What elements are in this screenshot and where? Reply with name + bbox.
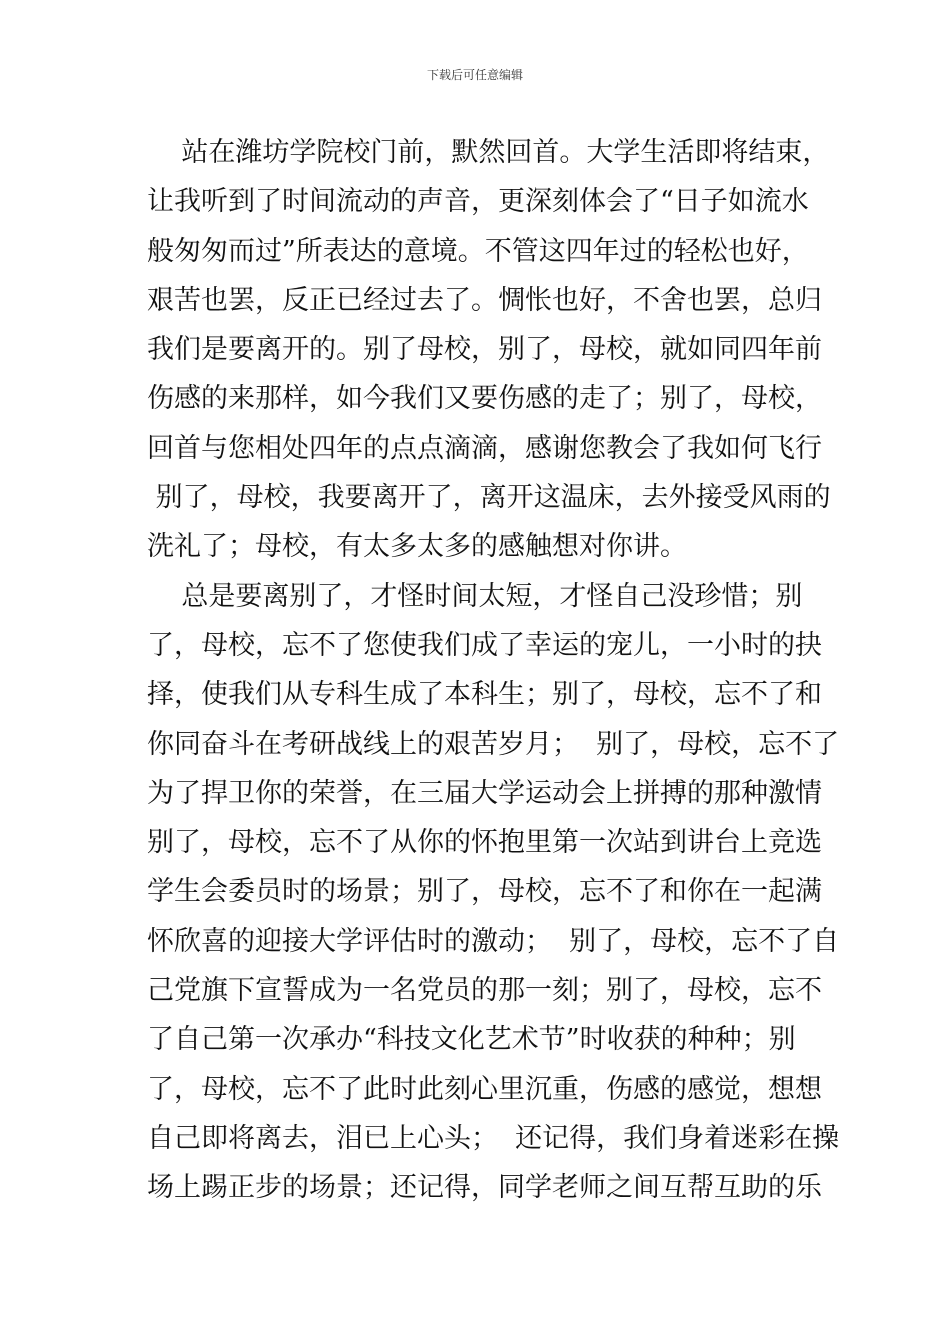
- text-line: 了自己第一次承办“科技文化艺术节”时收获的种种；别: [147, 1024, 796, 1056]
- text-line: 我们是要离开的。别了母校，别了，母校，就如同四年前: [147, 334, 822, 366]
- text-line: 艰苦也罢，反正已经过去了。惆怅也好，不舍也罢，总归: [147, 284, 822, 316]
- text-line: 般匆匆而过”所表达的意境。不管这四年过的轻松也好，: [147, 235, 809, 267]
- text-line: 别了，母校，忘不了从你的怀抱里第一次站到讲台上竞选: [147, 827, 822, 859]
- text-line: 了，母校，忘不了您使我们成了幸运的宠儿，一小时的抉: [147, 629, 822, 661]
- text-line: 回首与您相处四年的点点滴滴，感谢您教会了我如何飞行: [147, 432, 822, 464]
- text-line: 洗礼了；母校，有太多太多的感触想对你讲。: [147, 531, 687, 563]
- text-line: 让我听到了时间流动的声音，更深刻体会了“日子如流水: [147, 186, 809, 218]
- text-line: 己党旗下宣誓成为一名党员的那一刻；别了，母校，忘不: [147, 975, 822, 1007]
- text-line: 了，母校，忘不了此时此刻心里沉重，伤感的感觉，想想: [147, 1073, 822, 1105]
- text-line: 怀欣喜的迎接大学评估时的激动； 别了，母校，忘不了自: [147, 925, 840, 957]
- text-line: 场上踢正步的场景；还记得，同学老师之间互帮互助的乐: [147, 1172, 822, 1204]
- header-note: 下载后可任意编辑: [426, 68, 523, 82]
- text-line: 总是要离别了，才怪时间太短，才怪自己没珍惜；别: [147, 580, 803, 612]
- text-line: 学生会委员时的场景；别了，母校，忘不了和你在一起满: [147, 876, 822, 908]
- text-line: 为了捍卫你的荣誉，在三届大学运动会上拼搏的那种激情: [147, 777, 822, 809]
- text-line: 伤感的来那样，如今我们又要伤感的走了；别了，母校，: [147, 383, 822, 415]
- text-line: 你同奋斗在考研战线上的艰苦岁月； 别了，母校，忘不了: [147, 728, 840, 760]
- document-body: [147, 128, 840, 1213]
- text-line: 自己即将离去，泪已上心头； 还记得，我们身着迷彩在操: [147, 1122, 840, 1154]
- text-line: 站在潍坊学院校门前，默然回首。大学生活即将结束，: [147, 137, 830, 168]
- text-line: 别了，母校，我要离开了，离开这温床，去外接受风雨的: [147, 482, 831, 514]
- text-line: 择，使我们从专科生成了本科生；别了，母校，忘不了和: [147, 679, 822, 711]
